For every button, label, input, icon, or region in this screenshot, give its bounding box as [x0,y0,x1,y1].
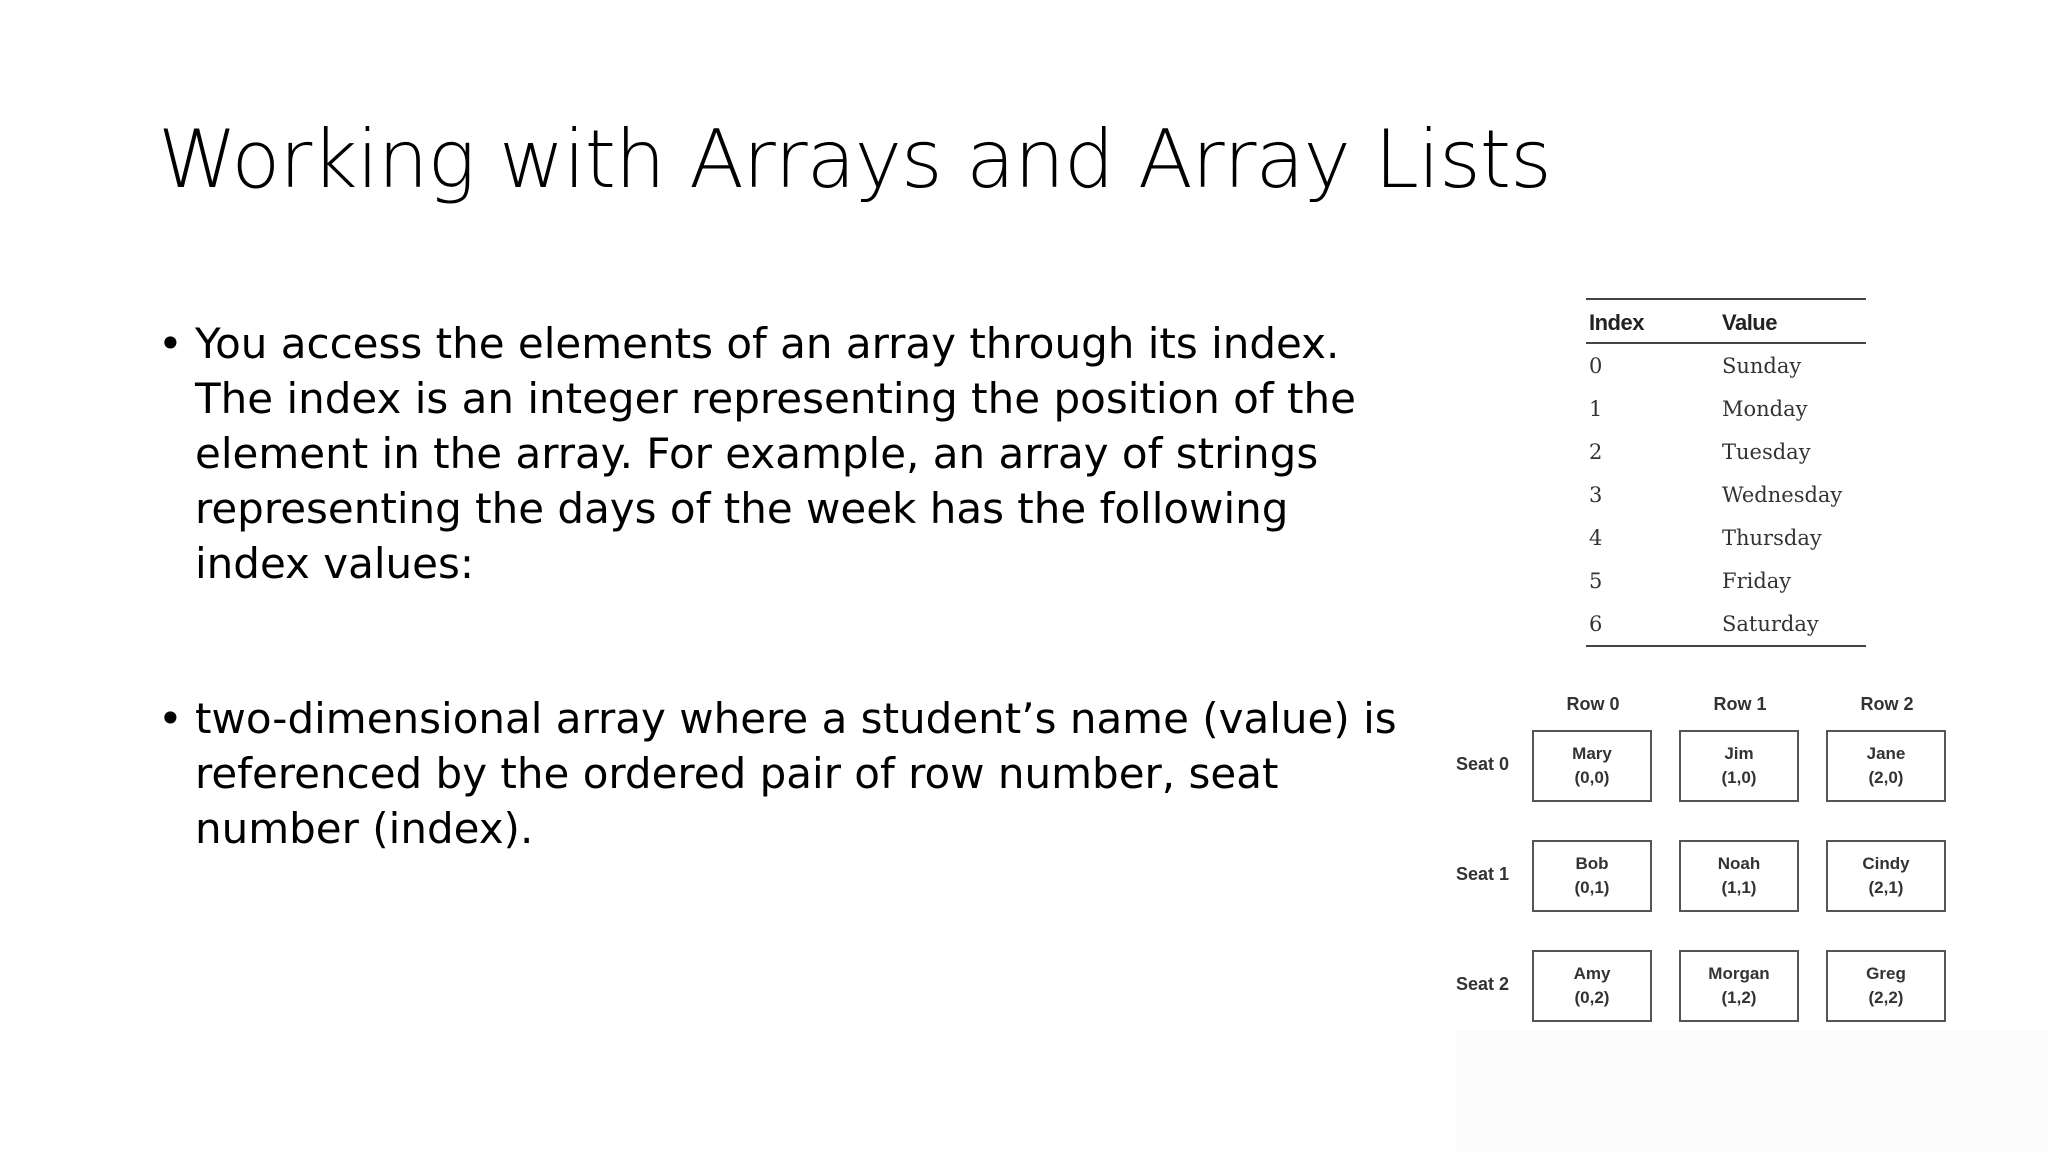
seat-coordinate: (2,2) [1868,988,1904,1007]
student-name: Cindy [1862,854,1910,873]
student-name: Noah [1717,854,1761,873]
slide-title: Working with Arrays and Array Lists [158,113,1551,206]
index-cell: 5 [1589,568,1603,593]
student-name: Amy [1573,964,1611,983]
row-label: Row 0 [1566,694,1620,714]
bullet-list [158,316,1398,856]
seat-cell [1826,950,1946,1022]
seat-coordinate: (1,2) [1721,988,1757,1007]
value-cell: Sunday [1722,353,1802,378]
seat-coordinate: (0,0) [1574,768,1610,787]
seat-coordinate: (1,1) [1721,878,1757,897]
bullet-marker: • [158,319,183,368]
student-name: Morgan [1708,964,1770,983]
student-name: Bob [1575,854,1609,873]
value-cell: Wednesday [1722,482,1843,507]
image-background [1456,1030,2048,1152]
index-cell: 2 [1589,439,1603,464]
seat-cell [1679,730,1799,802]
seat-cell [1532,840,1652,912]
index-value-table [1586,298,1866,647]
row-label: Row 2 [1860,694,1914,714]
index-cell: 6 [1586,602,1719,646]
table-header-row [1586,299,1866,343]
seat-label: Seat 1 [1456,864,1510,884]
seat-label: Seat 0 [1456,754,1510,774]
seat-label: Seat 2 [1456,974,1510,994]
seat-coordinate: (0,2) [1574,988,1610,1007]
value-cell: Thursday [1722,525,1822,550]
seat-coordinate: (0,1) [1574,878,1610,897]
student-name: Jane [1866,744,1906,763]
student-name: Jim [1724,744,1754,763]
seat-cell [1826,840,1946,912]
seat-cell [1826,730,1946,802]
seat-cell [1679,950,1799,1022]
seat-cell [1679,840,1799,912]
bullet-item [158,316,1398,591]
value-cell: Tuesday [1722,439,1811,464]
student-name: Mary [1572,744,1612,763]
value-cell: Friday [1722,568,1792,593]
table-row [1586,387,1866,430]
row-label: Row 1 [1713,694,1767,714]
table-row [1586,602,1866,646]
index-cell: 0 [1589,353,1603,378]
bullet-marker: • [158,694,183,743]
table-row [1586,473,1866,516]
bullet-item [158,691,1398,856]
seat-coordinate: (1,0) [1721,768,1757,787]
value-cell: Monday [1722,396,1808,421]
table-row [1586,343,1866,387]
value-column-header: Value [1719,299,1866,343]
seat-coordinate: (2,0) [1868,768,1904,787]
index-column-header: Index [1586,299,1719,343]
seat-coordinate: (2,1) [1868,878,1904,897]
table-row [1586,430,1866,473]
bullet-text: two-dimensional array where a student’s name (value) is referenced by the ordered pair of row number, seat number (index). [195,694,1397,853]
table-row [1586,559,1866,602]
bullet-text: You access the elements of an array through its index. The index is an integer representing the position of the element in the array. For example, an array of strings representing the days of the week has the following index values: [195,319,1356,588]
index-cell: 4 [1589,525,1603,550]
student-name: Greg [1866,964,1906,983]
index-cell: 3 [1589,482,1603,507]
table-row [1586,516,1866,559]
seat-cell [1532,730,1652,802]
value-cell: Saturday [1719,602,1866,646]
index-cell: 1 [1589,396,1603,421]
seat-cell [1532,950,1652,1022]
seating-grid [1456,690,1986,1030]
